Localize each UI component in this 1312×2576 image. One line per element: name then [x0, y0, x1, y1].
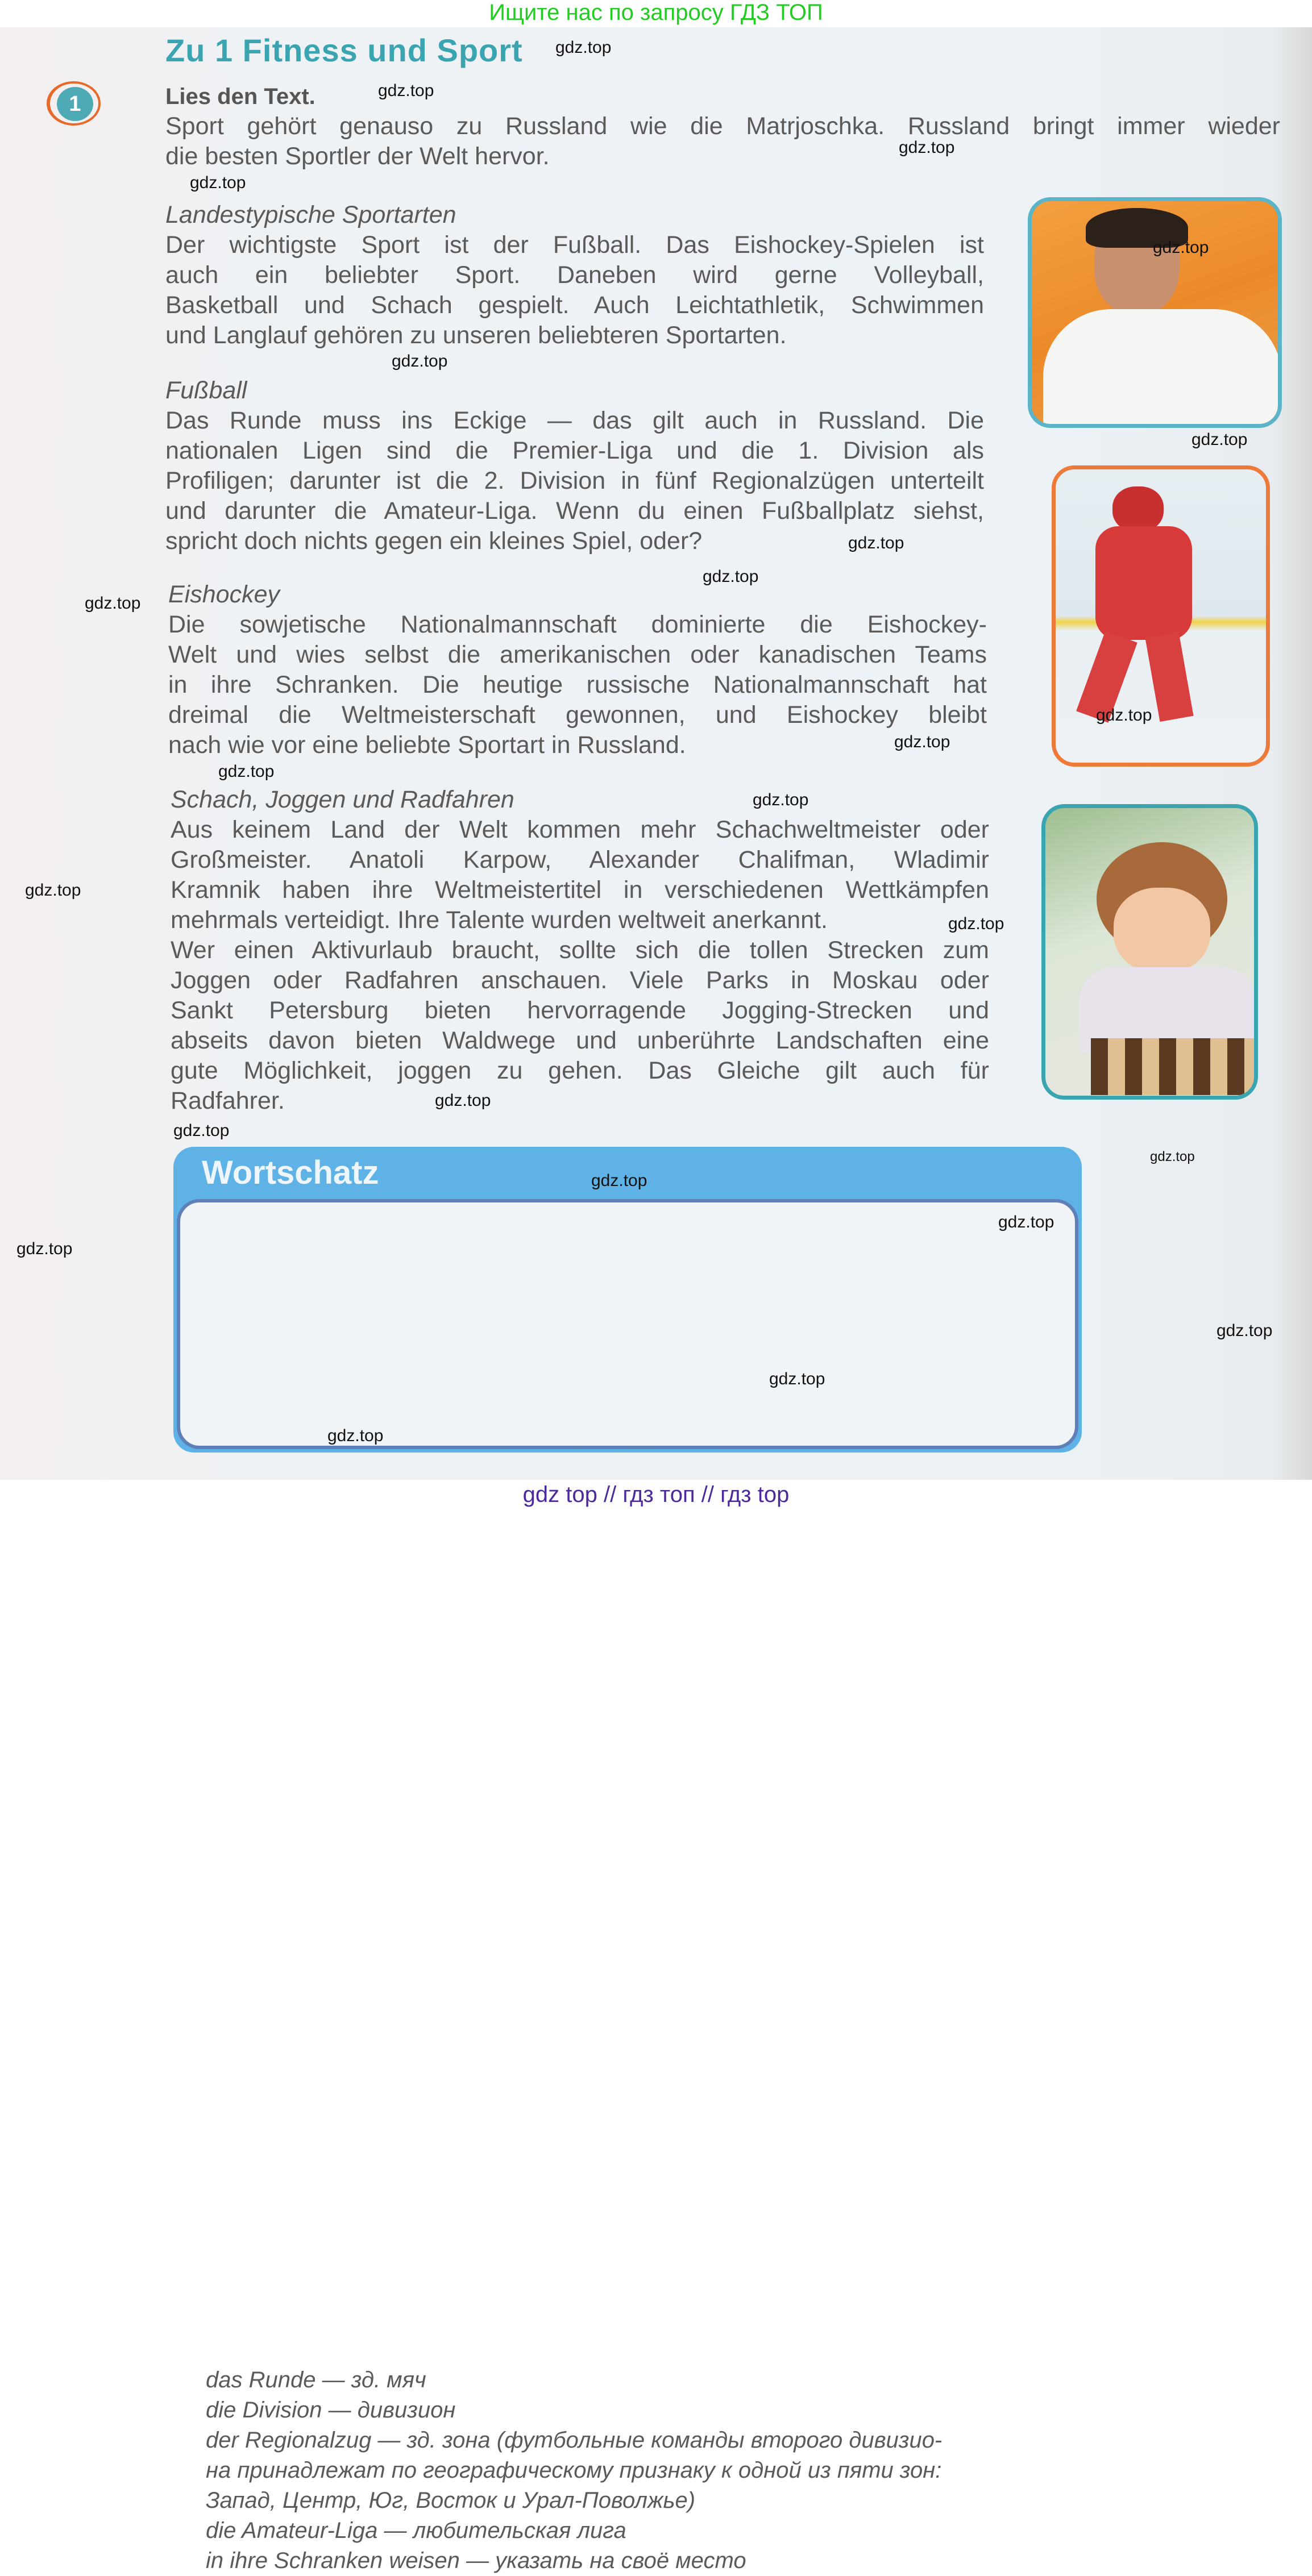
section-heading: Eishockey: [168, 581, 280, 608]
text-line: Wer einen Aktivurlaub braucht, sollte sich die tollen Strecken zum: [171, 937, 989, 964]
watermark: gdz.top: [848, 534, 904, 552]
vocab-item: in ihre Schranken weisen — указать на своё место: [206, 2548, 746, 2573]
watermark: gdz.top: [392, 352, 448, 371]
text-line: Joggen oder Radfahren anschauen. Viele Parks in Moskau oder: [171, 967, 989, 994]
text-line: Die sowjetische Nationalmannschaft dominierte die Eishockey-: [168, 611, 987, 638]
watermark: gdz.top: [555, 38, 612, 57]
footer-link[interactable]: gdz top // гдз топ // гдз top: [0, 1480, 1312, 1509]
section-heading: Schach, Joggen und Radfahren: [171, 786, 514, 813]
section-heading: Fußball: [165, 377, 247, 404]
vocab-item: на принадлежат по географическому признаку к одной из пяти зон:: [206, 2458, 942, 2483]
section-eishockey: [168, 580, 987, 760]
watermark: gdz.top: [327, 1426, 384, 1445]
text-line: Basketball und Schach gespielt. Auch Leichtathletik, Schwimmen: [165, 292, 984, 319]
text-line: abseits davon bieten Waldwege und unberührte Landschaften eine: [171, 1027, 989, 1054]
section-heading: Landestypische Sportarten: [165, 201, 456, 228]
watermark: gdz.top: [435, 1091, 491, 1110]
intro-paragraph: [165, 111, 1280, 172]
text-line: in ihre Schranken. Die heutige russische Nationalmannschaft hat: [168, 671, 987, 698]
watermark: gdz.top: [1191, 430, 1248, 449]
text-line: Welt und wies selbst die amerikanischen oder kanadischen Teams: [168, 641, 987, 668]
text-line: Aus keinem Land der Welt kommen mehr Schachweltmeister oder: [171, 816, 989, 843]
text-line: Sport gehört genauso zu Russland wie die Matrjoschka. Russland bringt immer wieder: [165, 113, 1280, 140]
text-line: Großmeister. Anatoli Karpow, Alexander Chalifman, Wladimir: [171, 846, 989, 873]
watermark: gdz.top: [591, 1171, 647, 1190]
task-instruction: Lies den Text.: [165, 84, 315, 109]
page-title: Zu 1 Fitness und Sport: [165, 32, 523, 68]
watermark: gdz.top: [378, 81, 434, 100]
watermark: gdz.top: [753, 790, 809, 809]
vocab-item: der Regionalzug — зд. зона (футбольные команды второго дивизио-: [206, 2428, 943, 2453]
search-banner: Ищите нас по запросу ГДЗ ТОП: [0, 0, 1312, 27]
section-schach: [171, 785, 989, 1116]
text-line: mehrmals verteidigt. Ihre Talente wurden weltweit anerkannt.: [171, 906, 828, 934]
text-line: auch ein beliebter Sport. Daneben wird gerne Volleyball,: [165, 261, 984, 289]
text-line: gute Möglichkeit, joggen zu gehen. Das Gleiche gilt auch für: [171, 1057, 989, 1084]
text-line: dreimal die Weltmeisterschaft gewonnen, und Eishockey bleibt: [168, 701, 987, 729]
watermark: gdz.top: [173, 1121, 230, 1140]
vocab-item: das Runde — зд. мяч: [206, 2367, 426, 2392]
football-player-photo: [1028, 197, 1282, 428]
vocab-item: die Amateur-Liga — любительская лига: [206, 2518, 626, 2543]
text-line: und darunter die Amateur-Liga. Wenn du einen Fußballplatz siehst,: [165, 497, 984, 525]
watermark: gdz.top: [769, 1370, 825, 1388]
task-number-badge: [47, 81, 101, 126]
watermark: gdz.top: [25, 881, 81, 900]
text-line: nationalen Ligen sind die Premier-Liga und die 1. Division als: [165, 437, 984, 464]
watermark: gdz.top: [1096, 706, 1152, 725]
section-sportarten: [165, 200, 984, 351]
text-line: nach wie vor eine beliebte Sportart in Russland.: [168, 731, 686, 759]
vocab-item: Запад, Центр, Юг, Восток и Урал-Поволжье): [206, 2488, 696, 2513]
watermark: gdz.top: [998, 1213, 1054, 1231]
text-line: Sankt Petersburg bieten hervorragende Jogging-Strecken und: [171, 997, 989, 1024]
chess-girl-photo: [1041, 804, 1258, 1100]
watermark: gdz.top: [218, 762, 275, 781]
watermark: gdz.top: [1150, 1149, 1195, 1164]
watermark: gdz.top: [703, 567, 759, 586]
text-line: Kramnik haben ihre Weltmeistertitel in verschiedenen Wettkämpfen: [171, 876, 989, 904]
text-line: spricht doch nichts gegen ein kleines Spiel, oder?: [165, 527, 703, 555]
watermark: gdz.top: [16, 1239, 73, 1258]
text-line: die besten Sportler der Welt hervor.: [165, 143, 550, 170]
watermark: gdz.top: [1153, 238, 1209, 257]
task-number: 1: [57, 87, 93, 121]
text-line: Das Runde muss ins Eckige — das gilt auch in Russland. Die: [165, 407, 984, 434]
vocabulary-heading: Wortschatz: [202, 1154, 379, 1191]
watermark: gdz.top: [948, 914, 1004, 933]
hockey-player-photo: [1052, 465, 1270, 767]
vocab-item: die Division — дивизион: [206, 2398, 456, 2423]
watermark: gdz.top: [899, 138, 955, 157]
section-fussball: [165, 376, 984, 556]
watermark: gdz.top: [1216, 1321, 1273, 1340]
text-line: Radfahrer.: [171, 1087, 285, 1114]
text-line: Der wichtigste Sport ist der Fußball. Das Eishockey-Spielen ist: [165, 231, 984, 259]
vocabulary-list: [206, 2365, 942, 2576]
text-line: Profiligen; darunter ist die 2. Division in fünf Regionalzügen unterteilt: [165, 467, 984, 494]
watermark: gdz.top: [894, 733, 950, 751]
text-line: und Langlauf gehören zu unseren beliebteren Sportarten.: [165, 322, 787, 349]
vocabulary-panel: [177, 1199, 1078, 1449]
watermark: gdz.top: [85, 594, 141, 613]
watermark: gdz.top: [190, 173, 246, 192]
